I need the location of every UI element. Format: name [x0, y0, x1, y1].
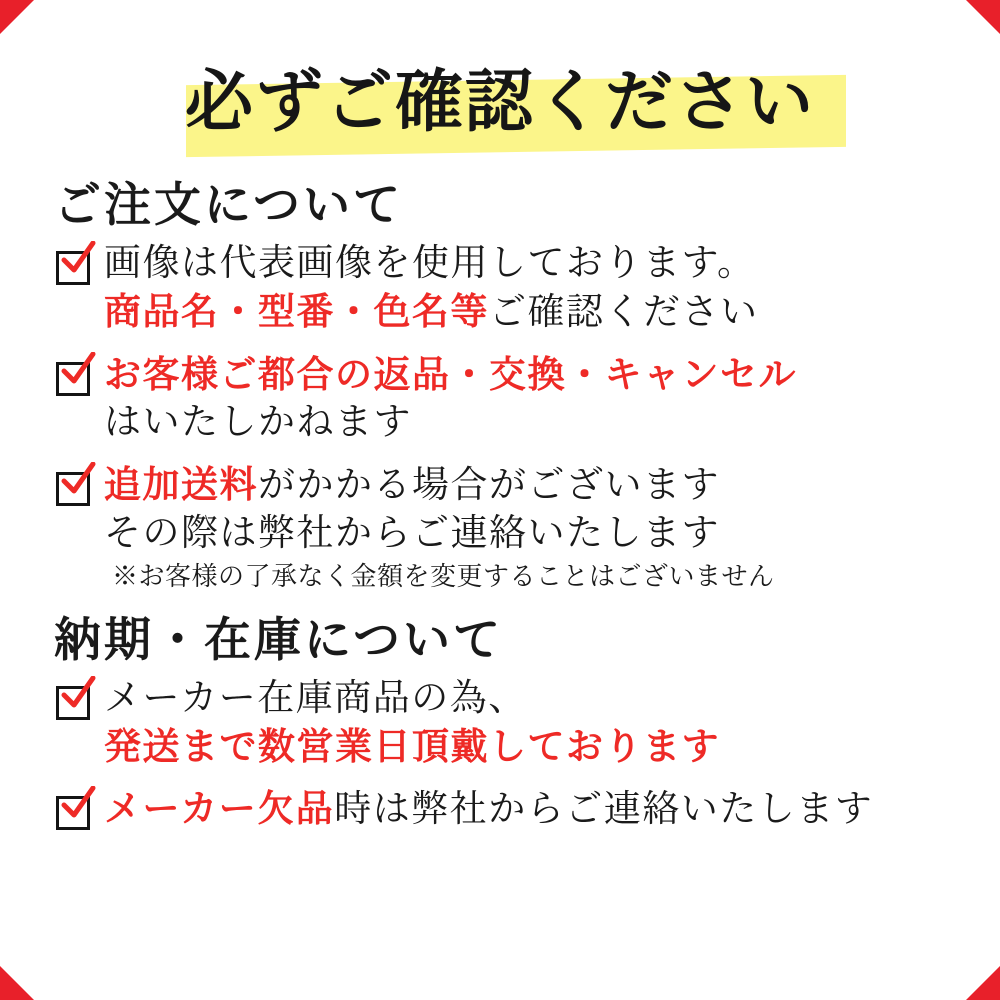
section-heading-order: ご注文について: [54, 178, 404, 233]
list-item-lines: [104, 674, 954, 770]
list-item: [54, 784, 954, 834]
list-item-lines: [104, 350, 954, 446]
page-title-wrapper: [46, 48, 954, 158]
checkbox-checked-icon: [54, 247, 96, 289]
list-item: [54, 350, 954, 446]
list-item-line: 画像は代表画像を使用しております。: [104, 241, 756, 284]
list-item: [54, 674, 954, 770]
list-item-line-rest: 時は弊社からご連絡いたします: [334, 786, 874, 830]
list-item-line-rest: ご確認ください: [489, 290, 759, 334]
page-title: 必ずご確認ください: [184, 62, 815, 142]
emphasis-text: 追加送料: [104, 462, 258, 507]
list-item-line: はいたしかねます: [104, 400, 412, 444]
list-item: [54, 460, 954, 592]
checkbox-checked-icon: [54, 358, 96, 400]
list-item-line-rest: がかかる場合がございます: [258, 463, 720, 507]
checkbox-checked-icon: [54, 468, 96, 510]
emphasis-text: メーカー欠品: [104, 785, 335, 830]
section-heading-delivery: 納期・在庫について: [54, 612, 504, 668]
list-item-line: 発送まで数営業日頂戴しております: [104, 723, 720, 768]
list-item-line: [104, 287, 954, 336]
checkbox-checked-icon: [54, 682, 96, 724]
list-item-line: [104, 460, 954, 509]
list-item-note: ※お客様の了承なく金額を変更することはございません: [112, 561, 775, 592]
list-item-lines: [104, 460, 954, 592]
list-item: [54, 239, 954, 336]
list-item-lines: [104, 784, 954, 833]
list-item-line: その際は弊社からご連絡いたします: [104, 511, 720, 555]
list-item-lines: [104, 239, 954, 336]
list-item-line: メーカー在庫商品の為、: [104, 675, 527, 719]
emphasis-text: 商品名・型番・色名等: [104, 289, 489, 334]
list-item-line: お客様ご都合の返品・交換・キャンセル: [104, 352, 797, 397]
list-item-line: [104, 784, 954, 833]
checkbox-checked-icon: [54, 792, 96, 834]
